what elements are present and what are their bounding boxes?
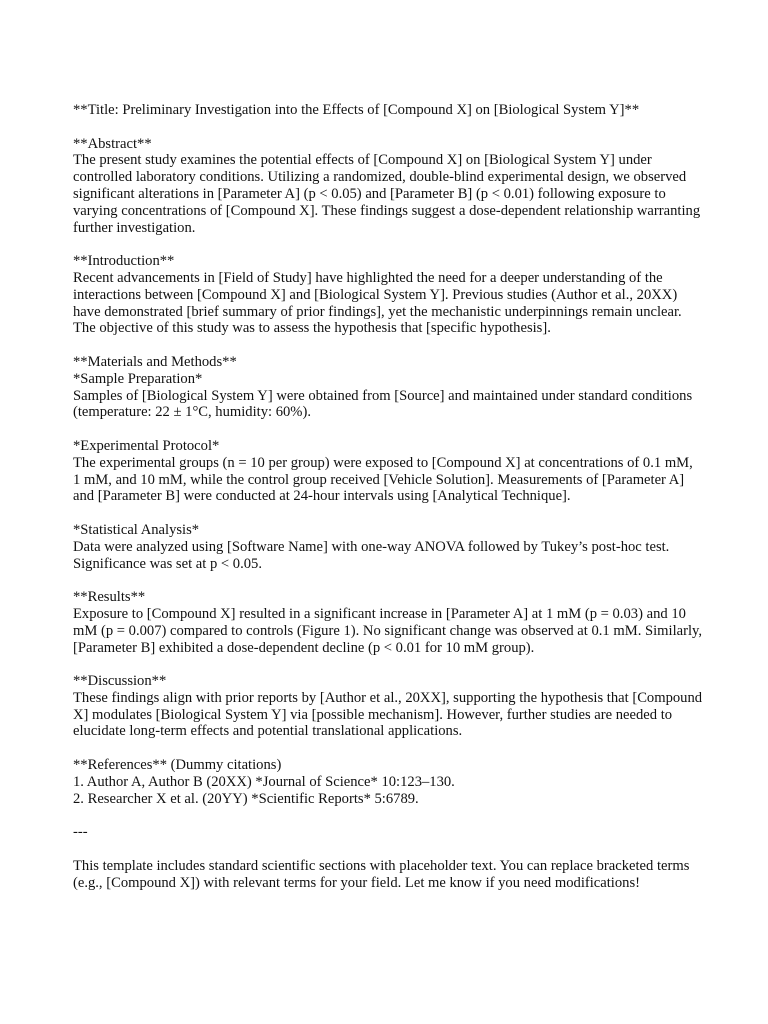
document-page bbox=[73, 102, 703, 891]
reference-item: 1. Author A, Author B (20XX) *Journal of Science* 10:123–130. bbox=[73, 773, 455, 790]
results-body: Exposure to [Compound X] resulted in a significant increase in [Parameter A] at 1 mM (p = 0.03) and 10 mM (p = 0.007) compared to controls (Figure 1). No significant change was observed at 0.1 mM. Similarly, [Parameter B] exhibited a dose-dependent decline (p < 0.01 for 10 mM group). bbox=[73, 605, 703, 656]
document-title: **Title: Preliminary Investigation into the Effects of [Compound X] on [Biological System Y]** bbox=[73, 102, 640, 118]
spacer bbox=[73, 656, 703, 673]
abstract-heading: **Abstract** bbox=[73, 135, 152, 152]
spacer bbox=[73, 505, 703, 522]
introduction-heading: **Introduction** bbox=[73, 253, 175, 270]
experimental-protocol-heading: *Experimental Protocol* bbox=[73, 437, 220, 454]
spacer bbox=[73, 841, 703, 858]
introduction-body: Recent advancements in [Field of Study] have highlighted the need for a deeper understanding of the interactions between [Compound X] and [Biological System Y]. Previous studies (Author et al., 20XX) have demonstrated [brief summary of prior findings], yet the mechanistic underpinnings remain unclear. The objective of this study was to assess the hypothesis that [specific hypothesis]. bbox=[73, 269, 682, 337]
abstract-body: The present study examines the potential effects of [Compound X] on [Biological System Y] under controlled laboratory conditions. Utilizing a randomized, double-blind experimental design, we observed significant alterations in [Parameter A] (p < 0.05) and [Parameter B] (p < 0.01) following exposure to varying concentrations of [Compound X]. These findings suggest a dose-dependent relationship warranting further investigation. bbox=[73, 152, 701, 236]
statistical-analysis-heading: *Statistical Analysis* bbox=[73, 521, 200, 538]
spacer bbox=[73, 119, 703, 136]
spacer bbox=[73, 740, 703, 757]
spacer bbox=[73, 572, 703, 589]
sample-preparation-heading: *Sample Preparation* bbox=[73, 370, 203, 387]
methods-heading: **Materials and Methods** bbox=[73, 353, 237, 370]
discussion-body: These findings align with prior reports by [Author et al., 20XX], supporting the hypothesis that [Compound X] modulates [Biological System Y] via [possible mechanism]. However, further studies are needed to elucidate long-term effects and potential translational applications. bbox=[73, 689, 703, 740]
experimental-protocol-body: The experimental groups (n = 10 per group) were exposed to [Compound X] at concentrations of 0.1 mM, 1 mM, and 10 mM, while the control group received [Vehicle Solution]. Measurements of [Parameter A] and [Parameter B] were conducted at 24-hour intervals using [Analytical Technique]. bbox=[73, 454, 693, 505]
spacer bbox=[73, 337, 703, 354]
closing-note: This template includes standard scientific sections with placeholder text. You can replace bracketed terms (e.g., [Compound X]) with relevant terms for your field. Let me know if you need modifications! bbox=[73, 857, 690, 891]
sample-preparation-body: Samples of [Biological System Y] were obtained from [Source] and maintained under standard conditions (temperature: 22 ± 1°C, humidity: 60%). bbox=[73, 387, 693, 421]
spacer bbox=[73, 807, 703, 824]
separator-line: --- bbox=[73, 824, 88, 841]
spacer bbox=[73, 236, 703, 253]
statistical-analysis-body: Data were analyzed using [Software Name] with one-way ANOVA followed by Tukey’s post-hoc test. Significance was set at p < 0.05. bbox=[73, 538, 670, 572]
results-heading: **Results** bbox=[73, 589, 146, 606]
discussion-heading: **Discussion** bbox=[73, 673, 167, 690]
reference-item: 2. Researcher X et al. (20YY) *Scientific Reports* 5:6789. bbox=[73, 790, 419, 807]
spacer bbox=[73, 421, 703, 438]
references-heading: **References** (Dummy citations) bbox=[73, 757, 282, 774]
